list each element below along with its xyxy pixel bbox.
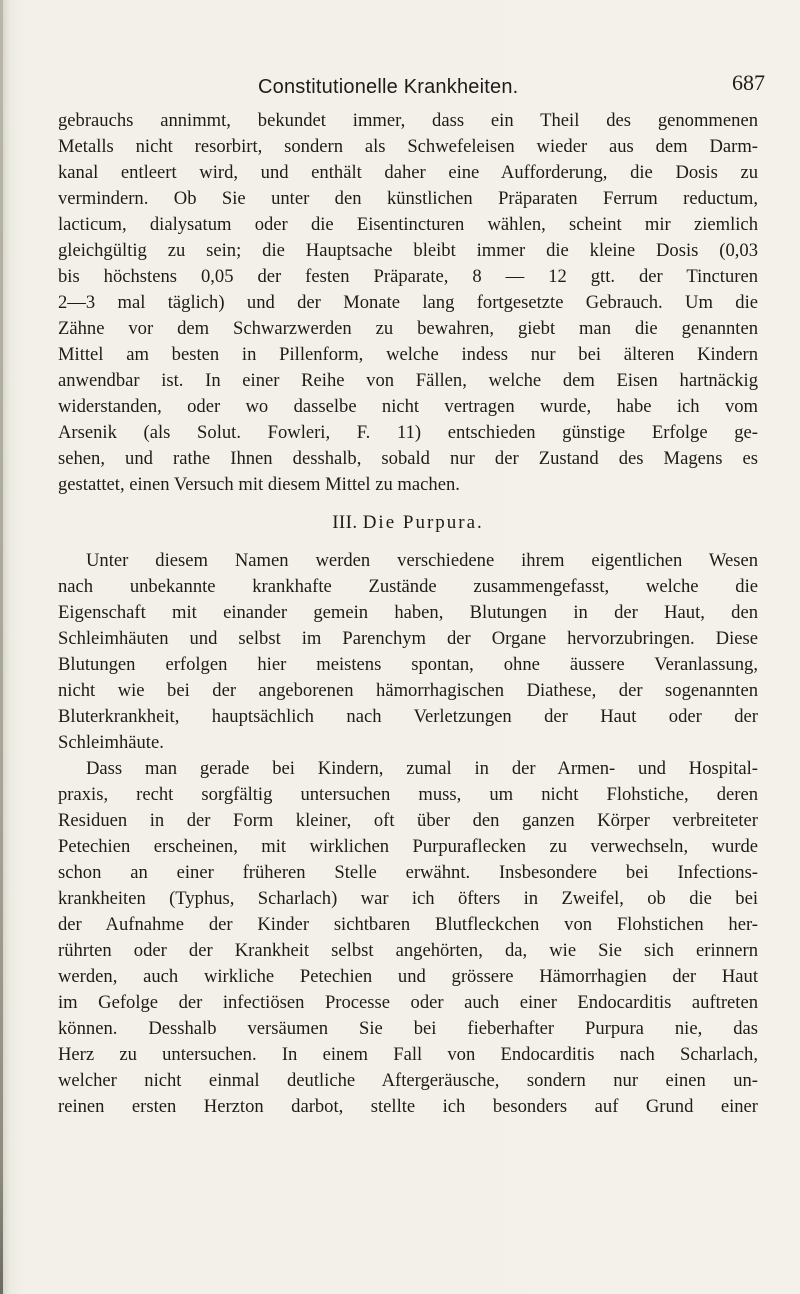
text-line: Dass man gerade bei Kindern, zumal in der Armen- und Hospital- [86,758,758,779]
text-line: lacticum, dialysatum oder die Eisentincturen wählen, scheint mir ziemlich [58,214,758,235]
text-line: vermindern. Ob Sie unter den künstlichen Präparaten Ferrum reductum, [58,188,758,209]
text-line: kanal entleert wird, und enthält daher eine Aufforderung, die Dosis zu [58,162,758,183]
text-line: Herz zu untersuchen. In einem Fall von Endocarditis nach Scharlach, [58,1044,758,1065]
page-binding-edge [0,0,3,1294]
text-line: praxis, recht sorgfältig untersuchen muss, um nicht Flohstiche, deren [58,784,758,805]
text-line: Bluterkrankheit, hauptsächlich nach Verletzungen der Haut oder der [58,706,758,727]
text-line: sehen, und rathe Ihnen desshalb, sobald nur der Zustand des Magens es [58,448,758,469]
text-line: widerstanden, oder wo dasselbe nicht vertragen wurde, habe ich vom [58,396,758,417]
text-line: Eigenschaft mit einander gemein haben, Blutungen in der Haut, den [58,602,758,623]
text-line: Blutungen erfolgen hier meistens spontan, ohne äussere Veranlassung, [58,654,758,675]
text-line: krankheiten (Typhus, Scharlach) war ich öfters in Zweifel, ob die bei [58,888,758,909]
section-numeral: III. [332,512,358,533]
text-line: Schleimhäuten und selbst im Parenchym der Organe hervorzubringen. Diese [58,628,758,649]
text-line: schon an einer früheren Stelle erwähnt. Insbesondere bei Infections- [58,862,758,883]
body-text [58,108,758,1120]
text-line: welcher nicht einmal deutliche Aftergeräusche, sondern nur einen un- [58,1070,758,1091]
text-line: werden, auch wirkliche Petechien und grössere Hämorrhagien der Haut [58,966,758,987]
text-line: Zähne vor dem Schwarzwerden zu bewahren, giebt man die genannten [58,318,758,339]
section-title: Die Purpura. [362,512,484,533]
text-line: Residuen in der Form kleiner, oft über den ganzen Körper verbreiteter [58,810,758,831]
text-line: gestattet, einen Versuch mit diesem Mittel zu machen. [58,474,460,495]
running-title: Constitutionelle Krankheiten. [258,76,519,98]
text-line: Mittel am besten in Pillenform, welche indess nur bei älteren Kindern [58,344,758,365]
text-line: bis höchstens 0,05 der festen Präparate, 8 — 12 gtt. der Tincturen [58,266,758,287]
text-line: anwendbar ist. In einer Reihe von Fällen, welche dem Eisen hartnäckig [58,370,758,391]
text-line: gebrauchs annimmt, bekundet immer, dass ein Theil des genommenen [58,110,758,131]
section-heading [58,510,758,536]
text-line: Arsenik (als Solut. Fowleri, F. 11) entschieden günstige Erfolge ge- [58,422,758,443]
text-line: im Gefolge der infectiösen Processe oder auch einer Endocarditis auftreten [58,992,758,1013]
text-line: 2—3 mal täglich) und der Monate lang fortgesetzte Gebrauch. Um die [58,292,758,313]
text-line: Schleimhäute. [58,732,164,753]
text-line: der Aufnahme der Kinder sichtbaren Blutfleckchen von Flohstichen her- [58,914,758,935]
text-line: reinen ersten Herzton darbot, stellte ich besonders auf Grund einer [58,1096,758,1117]
text-line: rührten oder der Krankheit selbst angehörten, da, wie Sie sich erinnern [58,940,758,961]
text-line: nach unbekannte krankhafte Zustände zusammengefasst, welche die [58,576,758,597]
text-line: Metalls nicht resorbirt, sondern als Schwefeleisen wieder aus dem Darm- [58,136,758,157]
page-number: 687 [732,70,765,95]
text-line: Petechien erscheinen, mit wirklichen Purpuraflecken zu verwechseln, wurde [58,836,758,857]
text-line: nicht wie bei der angeborenen hämorrhagischen Diathese, der sogenannten [58,680,758,701]
text-line: können. Desshalb versäumen Sie bei fieberhafter Purpura nie, das [58,1018,758,1039]
text-line: gleichgültig zu sein; die Hauptsache bleibt immer die kleine Dosis (0,03 [58,240,758,261]
page-header [258,70,765,106]
text-line: Unter diesem Namen werden verschiedene ihrem eigentlichen Wesen [86,550,758,571]
